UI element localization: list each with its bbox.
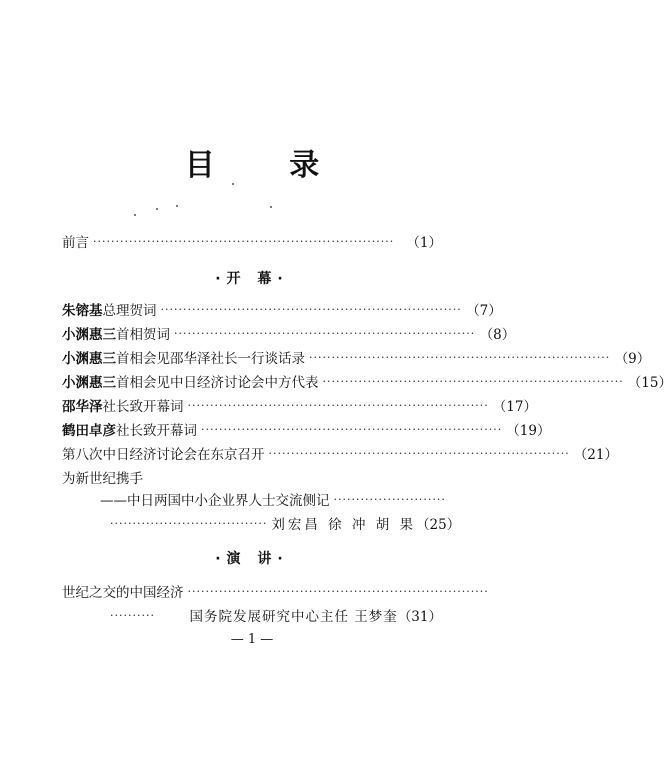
scan-speck: [156, 208, 158, 210]
toc-page-number: （19）: [506, 423, 551, 439]
toc-entry-name: 小渊惠三: [62, 327, 116, 343]
toc-entry-preface: [62, 230, 442, 252]
toc-entry-label: 社长致开幕词: [116, 423, 197, 439]
toc-page-number: （25）: [416, 517, 461, 533]
leader-dots: ·························: [333, 492, 446, 506]
leader-dots: ···································································: [201, 422, 503, 436]
scan-speck: [176, 205, 178, 207]
section-heading-opening: ·开 幕·: [215, 271, 289, 287]
toc-entry-label: 为新世纪携手: [62, 471, 143, 487]
scan-speck: [270, 206, 272, 208]
toc-entry-name: 邵华泽: [62, 399, 103, 415]
leader-dots: ···································································: [187, 398, 489, 412]
toc-page-number: （17）: [492, 399, 537, 415]
toc-entry-label: 前言: [62, 235, 89, 251]
toc-entry-authors: 刘宏昌 徐 冲 胡 果: [271, 517, 417, 533]
toc-entry-new-century-title: [62, 466, 442, 488]
toc-entry: [62, 346, 651, 368]
toc-entry-new-century-subtitle: [100, 488, 446, 510]
toc-page-number: （21）: [573, 447, 618, 463]
toc-entry: [62, 442, 618, 464]
toc-entry: [62, 298, 502, 320]
toc-entry: [62, 394, 537, 416]
toc-entry-name: 小渊惠三: [62, 351, 116, 367]
toc-entry-label: 世纪之交的中国经济: [62, 585, 184, 601]
scan-speck: [134, 214, 136, 216]
toc-entry-name: 鹤田卓彦: [62, 423, 116, 439]
toc-page-number: （31）: [397, 609, 442, 625]
toc-entry-new-century-authors: [110, 512, 461, 534]
toc-entry-subtitle: ——中日两国中小企业界人士交流侧记: [100, 493, 330, 509]
toc-page-number: （8）: [479, 327, 516, 343]
toc-page-number: （7）: [466, 303, 502, 319]
leader-dots: ··········: [110, 608, 155, 622]
leader-dots: ···································: [110, 516, 268, 530]
section-heading-speech: ·演 讲·: [215, 551, 289, 567]
leader-dots: ···································································: [268, 446, 570, 460]
toc-entry: [62, 322, 516, 344]
leader-dots: ···································································: [174, 326, 476, 340]
toc-entry-label: 首相贺词: [116, 327, 170, 343]
toc-page-number: （9）: [614, 351, 651, 367]
page-number-footer: — 1 —: [230, 632, 274, 647]
toc-entry: [62, 370, 672, 392]
toc-entry-label: 社长致开幕词: [102, 399, 184, 415]
toc-entry-label: 总理贺词: [102, 303, 157, 319]
leader-dots: ···································································: [93, 234, 395, 248]
scan-speck: [232, 183, 234, 185]
leader-dots: ···································································: [160, 302, 462, 316]
toc-entry-name: 朱镕基: [62, 303, 103, 319]
toc-entry-label: 首相会见邵华泽社长一行谈话录: [116, 351, 305, 367]
toc-page-number: （15）: [627, 375, 672, 391]
toc-entry-author: 国务院发展研究中心主任 王梦奎: [189, 609, 398, 625]
leader-dots: ···································································: [309, 350, 611, 364]
toc-entry-label: 第八次中日经济讨论会在东京召开: [62, 447, 265, 463]
toc-entry-label: 首相会见中日经济讨论会中方代表: [116, 375, 319, 391]
toc-page-number: （1）: [406, 235, 442, 251]
leader-dots: ···································································: [322, 374, 624, 388]
toc-entry-speech-author: [110, 604, 442, 626]
toc-entry-speech-title: [62, 580, 489, 602]
page-title: 目 录: [184, 148, 352, 183]
leader-dots: ···································································: [187, 584, 489, 598]
toc-entry: [62, 418, 551, 440]
toc-entry-name: 小渊惠三: [62, 375, 116, 391]
